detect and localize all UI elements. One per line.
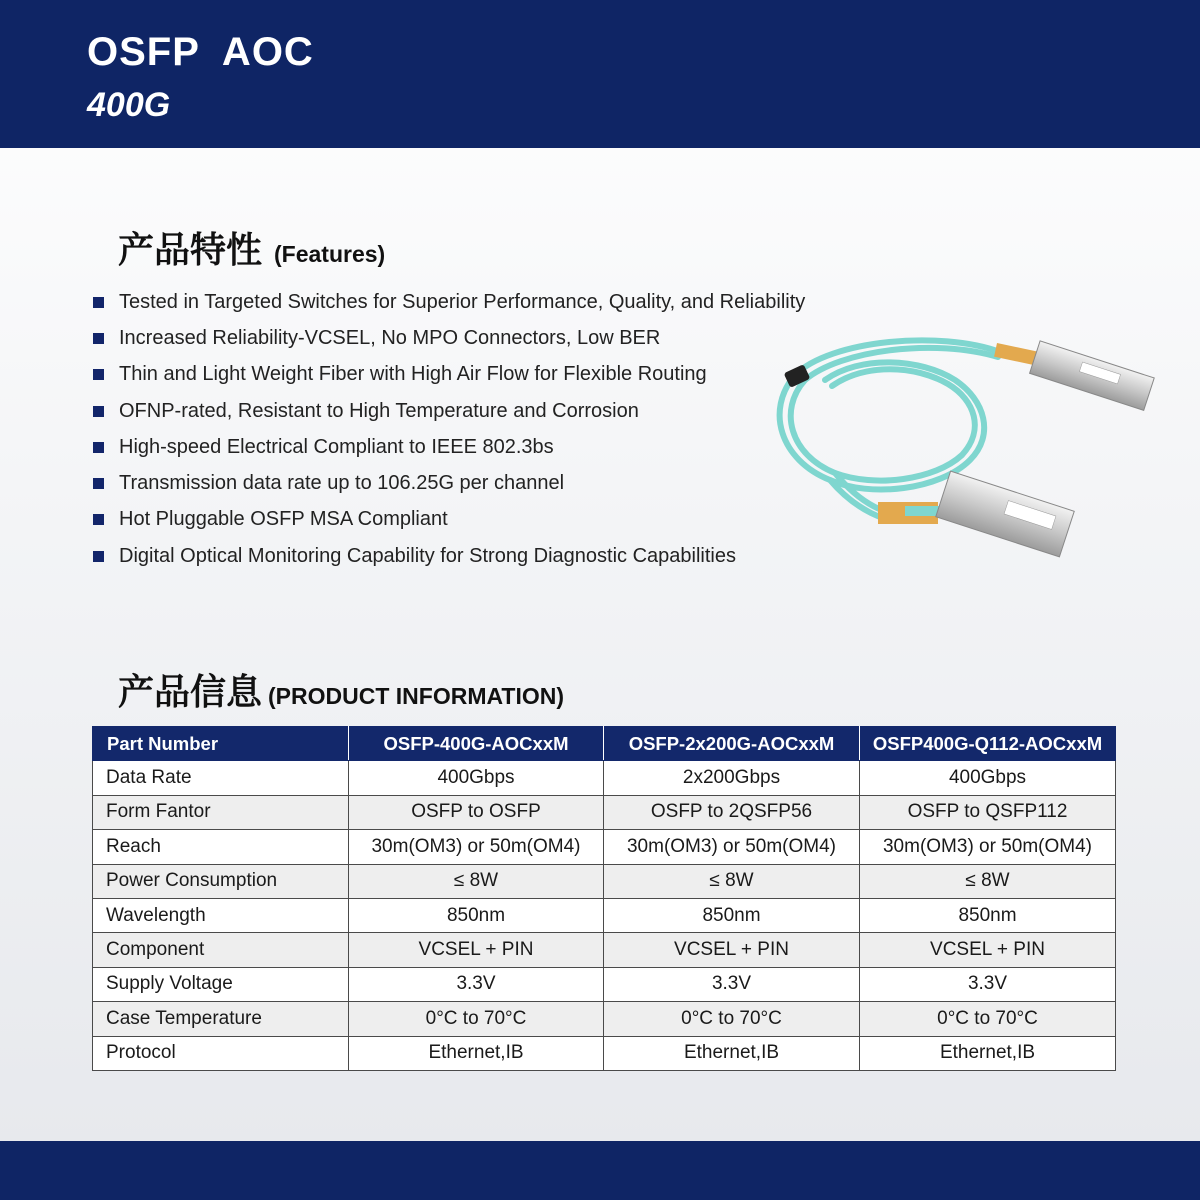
feature-text: Transmission data rate up to 106.25G per channel — [119, 472, 565, 495]
aoc-cable-product-image — [770, 330, 1160, 580]
page-title: OSFP AOC — [87, 30, 314, 74]
table-cell: 30m(OM3) or 50m(OM4) — [860, 830, 1116, 864]
row-label: Power Consumption — [93, 864, 349, 898]
square-bullet-icon — [93, 333, 104, 344]
header-model-2: OSFP-2x200G-AOCxxM — [604, 727, 860, 761]
table-cell: ≤ 8W — [349, 864, 604, 898]
table-cell: VCSEL + PIN — [604, 933, 860, 967]
feature-text: OFNP-rated, Resistant to High Temperature and Corrosion — [119, 399, 639, 422]
features-heading-cn: 产品特性 — [118, 230, 263, 271]
square-bullet-icon — [93, 369, 104, 380]
square-bullet-icon — [93, 551, 104, 562]
feature-item — [93, 284, 805, 320]
table-cell: OSFP to QSFP112 — [860, 795, 1116, 829]
row-label: Component — [93, 933, 349, 967]
table-cell: VCSEL + PIN — [349, 933, 604, 967]
feature-text: Hot Pluggable OSFP MSA Compliant — [119, 508, 448, 531]
table-row — [93, 898, 1116, 932]
table-cell: 30m(OM3) or 50m(OM4) — [349, 830, 604, 864]
square-bullet-icon — [93, 297, 104, 308]
features-list — [93, 284, 805, 574]
table-row — [93, 795, 1116, 829]
feature-item — [93, 502, 805, 538]
feature-text: Tested in Targeted Switches for Superior Performance, Quality, and Reliability — [119, 290, 806, 313]
product-info-heading — [118, 664, 564, 715]
table-row — [93, 1002, 1116, 1036]
features-heading-en: (Features) — [274, 241, 386, 267]
row-label: Supply Voltage — [93, 967, 349, 1001]
table-cell: 3.3V — [860, 967, 1116, 1001]
osfp-connector-lower — [878, 471, 1074, 557]
top-banner — [0, 0, 1200, 148]
feature-item — [93, 393, 805, 429]
table-row — [93, 933, 1116, 967]
row-label: Reach — [93, 830, 349, 864]
square-bullet-icon — [93, 406, 104, 417]
row-label: Data Rate — [93, 761, 349, 795]
table-cell: Ethernet,IB — [349, 1036, 604, 1070]
product-info-heading-cn: 产品信息 — [118, 672, 263, 713]
table-row — [93, 761, 1116, 795]
osfp-connector-upper — [994, 341, 1154, 410]
header-part-number: Part Number — [93, 727, 349, 761]
table-header-row — [93, 727, 1116, 761]
table-cell: 0°C to 70°C — [604, 1002, 860, 1036]
feature-text: High-speed Electrical Compliant to IEEE 802.3bs — [119, 435, 554, 458]
square-bullet-icon — [93, 514, 104, 525]
table-cell: 30m(OM3) or 50m(OM4) — [604, 830, 860, 864]
table-cell: 850nm — [604, 898, 860, 932]
row-label: Form Fantor — [93, 795, 349, 829]
table-cell: ≤ 8W — [604, 864, 860, 898]
table-cell: Ethernet,IB — [604, 1036, 860, 1070]
table-cell: 0°C to 70°C — [860, 1002, 1116, 1036]
row-label: Case Temperature — [93, 1002, 349, 1036]
table-cell: VCSEL + PIN — [860, 933, 1116, 967]
table-cell: 3.3V — [604, 967, 860, 1001]
product-info-heading-en: (PRODUCT INFORMATION) — [268, 683, 564, 709]
table-cell: 400Gbps — [860, 761, 1116, 795]
table-cell: 2x200Gbps — [604, 761, 860, 795]
feature-text: Thin and Light Weight Fiber with High Air Flow for Flexible Routing — [119, 363, 707, 386]
table-cell: ≤ 8W — [860, 864, 1116, 898]
product-info-table — [92, 726, 1116, 1071]
table-cell: 850nm — [860, 898, 1116, 932]
square-bullet-icon — [93, 478, 104, 489]
table-row — [93, 830, 1116, 864]
table-row — [93, 1036, 1116, 1070]
table-cell: 0°C to 70°C — [349, 1002, 604, 1036]
table-cell: Ethernet,IB — [860, 1036, 1116, 1070]
header-model-1: OSFP-400G-AOCxxM — [349, 727, 604, 761]
table-cell: 400Gbps — [349, 761, 604, 795]
feature-text: Digital Optical Monitoring Capability for Strong Diagnostic Capabilities — [119, 544, 736, 567]
square-bullet-icon — [93, 442, 104, 453]
table-row — [93, 967, 1116, 1001]
table-cell: OSFP to OSFP — [349, 795, 604, 829]
bottom-banner — [0, 1141, 1200, 1200]
page-subtitle: 400G — [87, 86, 171, 124]
feature-text: Increased Reliability-VCSEL, No MPO Connectors, Low BER — [119, 326, 661, 349]
row-label: Protocol — [93, 1036, 349, 1070]
features-heading — [118, 222, 385, 273]
table-cell: 850nm — [349, 898, 604, 932]
feature-item — [93, 429, 805, 465]
feature-item — [93, 538, 805, 574]
table-cell: OSFP to 2QSFP56 — [604, 795, 860, 829]
row-label: Wavelength — [93, 898, 349, 932]
table-row — [93, 864, 1116, 898]
header-model-3: OSFP400G-Q112-AOCxxM — [860, 727, 1116, 761]
feature-item — [93, 465, 805, 501]
feature-item — [93, 320, 805, 356]
table-cell: 3.3V — [349, 967, 604, 1001]
feature-item — [93, 357, 805, 393]
